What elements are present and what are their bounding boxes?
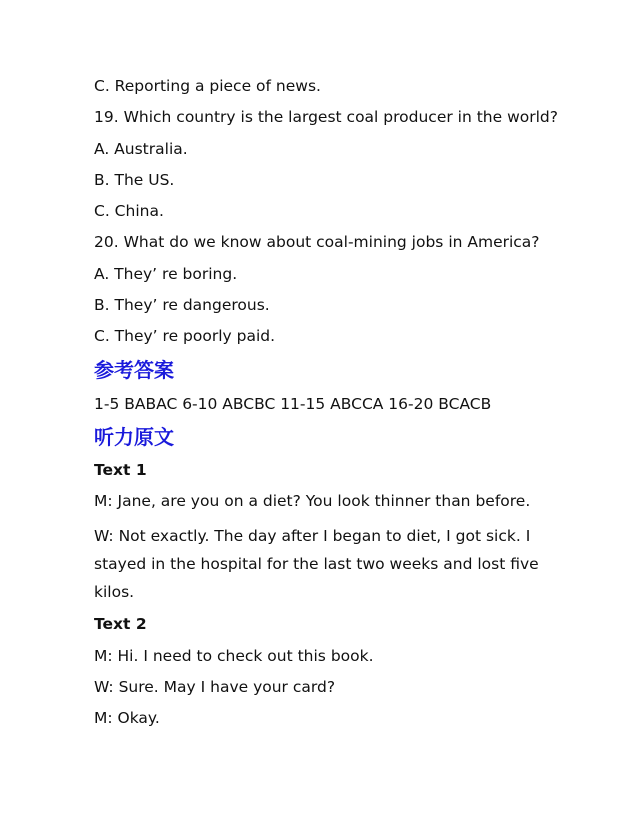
document-page: [94, 76, 564, 739]
q18-option-c: C. Reporting a piece of news.: [94, 77, 321, 95]
q19-option-c: C. China.: [94, 202, 164, 221]
text2-line-2: W: Sure. May I have your card?: [94, 677, 336, 696]
text1-title: Text 1: [94, 460, 147, 479]
q20-question: 20. What do we know about coal-mining jobs in America?: [94, 233, 540, 252]
answer-key: 1-5 BABAC 6-10 ABCBC 11-15 ABCCA 16-20 BCACB: [94, 394, 492, 413]
text2-title: Text 2: [94, 615, 147, 634]
q20-option-c: C. They’ re poorly paid.: [94, 327, 276, 346]
text2-line-1: M: Hi. I need to check out this book.: [94, 646, 374, 665]
q19-option-b: B. The US.: [94, 170, 175, 189]
q19-question: 19. Which country is the largest coal producer in the world?: [94, 108, 558, 127]
text1-line-1: M: Jane, are you on a diet? You look thinner than before.: [94, 491, 531, 510]
q20-option-b: B. They’ re dangerous.: [94, 296, 270, 315]
text2-line-3: M: Okay.: [94, 709, 160, 728]
q19-option-a: A. Australia.: [94, 139, 188, 158]
answer-key-heading: 参考答案: [94, 357, 174, 382]
transcript-heading: 听力原文: [94, 424, 174, 449]
text1-line-2: W: Not exactly. The day after I began to diet, I got sick. I stayed in the hospital for the last two weeks and lost five kilos.: [94, 527, 539, 602]
q20-option-a: A. They’ re boring.: [94, 264, 238, 283]
